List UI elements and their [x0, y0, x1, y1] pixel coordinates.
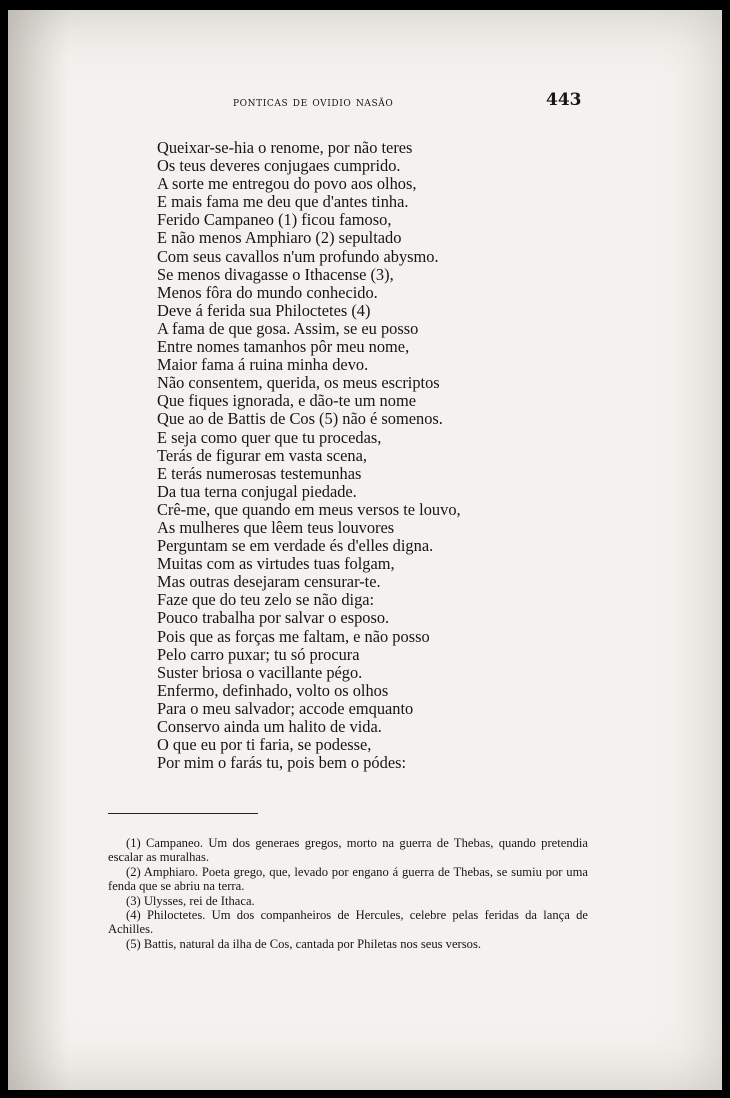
- footnotes: [108, 836, 588, 951]
- verse-line: Pouco trabalha por salvar o esposo.: [157, 608, 390, 628]
- footnote-1: (1) Campaneo. Um dos generaes gregos, morto na guerra de Thebas, quando pretendia escalar as muralhas.: [108, 836, 588, 865]
- verse-line: Que fiques ignorada, e dão-te um nome: [157, 391, 416, 411]
- verse-line: Enfermo, definhado, volto os olhos: [157, 680, 389, 700]
- verse-line: Os teus deveres conjugaes cumprido.: [157, 156, 401, 176]
- verse-line: Pois que as forças me faltam, e não posso: [157, 626, 430, 646]
- verse-line: O que eu por ti faria, se podesse,: [157, 735, 372, 755]
- verse-line: E seja como quer que tu procedas,: [157, 427, 382, 447]
- verse-line: E não menos Amphiaro (2) sepultado: [157, 228, 402, 248]
- verse-line: A sorte me entregou do povo aos olhos,: [157, 174, 417, 194]
- poem-text: [157, 139, 697, 772]
- verse-line: Conservo ainda um halito de vida.: [157, 717, 382, 736]
- verse-line: Entre nomes tamanhos pôr meu nome,: [157, 337, 410, 357]
- verse-line: Crê-me, que quando em meus versos te louvo,: [157, 499, 461, 519]
- verse-line: Não consentem, querida, os meus escriptos: [157, 373, 440, 393]
- verse-line: Terás de figurar em vasta scena,: [157, 445, 368, 465]
- page-header: [8, 90, 722, 114]
- footnote-separator: [108, 813, 258, 814]
- verse-line: Muitas com as virtudes tuas folgam,: [157, 554, 395, 574]
- page-number: 443: [546, 90, 582, 110]
- verse-line: Da tua terna conjugal piedade.: [157, 481, 357, 501]
- verse-line: Mas outras desejaram censurar-te.: [157, 572, 381, 592]
- running-title: ponticas de ovidio nasão: [233, 94, 394, 109]
- verse-line: Que ao de Battis de Cos (5) não é somenos.: [157, 409, 443, 429]
- verse-line: A fama de que gosa. Assim, se eu posso: [157, 318, 419, 338]
- verse-line: E terás numerosas testemunhas: [157, 463, 362, 483]
- verse-line: Suster briosa o vacillante pégo.: [157, 662, 363, 682]
- verse-line: Para o meu salvador; accode emquanto: [157, 698, 414, 718]
- verse-line: Deve á ferida sua Philoctetes (4): [157, 300, 371, 320]
- footnote-3: (3) Ulysses, rei de Ithaca.: [126, 893, 255, 908]
- verse-line: Com seus cavallos n'um profundo abysmo.: [157, 246, 439, 266]
- verse-line: Maior fama á ruina minha devo.: [157, 355, 369, 375]
- verse-line: Por mim o farás tu, pois bem o pódes:: [157, 753, 407, 773]
- verse-line: E mais fama me deu que d'antes tinha.: [157, 192, 409, 212]
- verse-line: Menos fôra do mundo conhecido.: [157, 282, 378, 302]
- footnote-2: (2) Amphiaro. Poeta grego, que, levado por engano á guerra de Thebas, se sumiu por uma fenda que se abriu na terra.: [108, 864, 588, 894]
- book-page: [8, 10, 722, 1090]
- footnote-5: (5) Battis, natural da ilha de Cos, cantada por Philetas nos seus versos.: [126, 936, 481, 951]
- footnote-4: (4) Philoctetes. Um dos companheiros de Hercules, celebre pelas feridas da lança de Achilles.: [108, 908, 588, 937]
- verse-line: Queixar-se-hia o renome, por não teres: [157, 138, 413, 157]
- verse-line: Faze que do teu zelo se não diga:: [157, 590, 375, 610]
- verse-line: Ferido Campaneo (1) ficou famoso,: [157, 210, 392, 230]
- verse-line: Se menos divagasse o Ithacense (3),: [157, 264, 394, 284]
- verse-line: As mulheres que lêem teus louvores: [157, 517, 395, 537]
- verse-line: Perguntam se em verdade és d'elles digna.: [157, 536, 434, 556]
- verse-line: Pelo carro puxar; tu só procura: [157, 644, 360, 664]
